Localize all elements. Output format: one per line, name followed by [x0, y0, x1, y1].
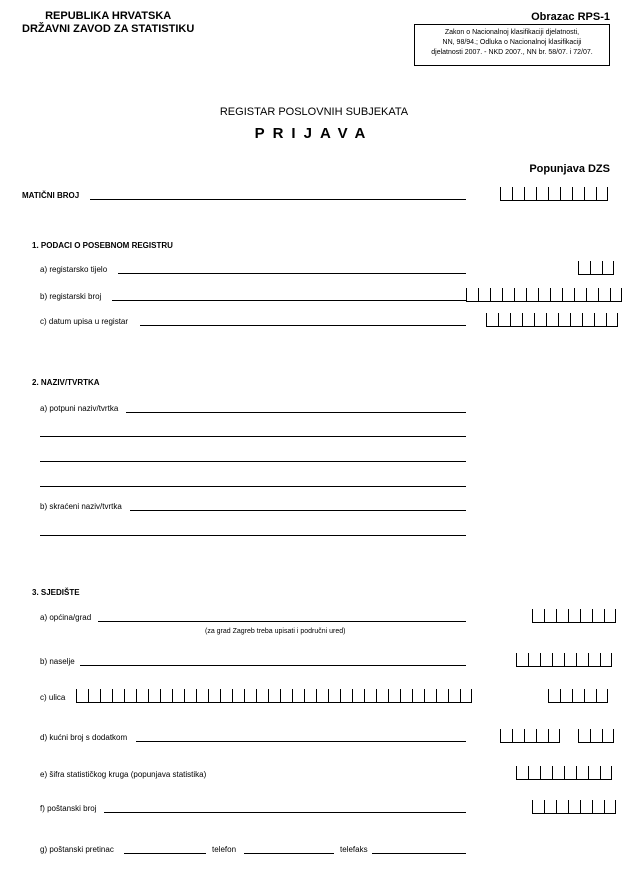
section3-heading: 3. SJEDIŠTE	[32, 588, 80, 597]
dzs-note: Popunjava DZS	[529, 163, 610, 175]
legal-line1: Zakon o Nacionalnoj klasifikaciji djelatnosti,	[444, 29, 580, 36]
naselje-boxes[interactable]	[516, 653, 612, 667]
registarski-broj-label: b) registarski broj	[40, 292, 102, 301]
org-name-line2: DRŽAVNI ZAVOD ZA STATISTIKU	[22, 23, 195, 35]
ulica-code-boxes[interactable]	[548, 689, 608, 703]
maticni-broj-line[interactable]	[90, 199, 466, 200]
datum-upisa-line[interactable]	[140, 325, 466, 326]
postanski-pretinac-label: g) poštanski pretinac	[40, 845, 114, 854]
telefaks-line[interactable]	[372, 853, 466, 854]
legal-line3: djelatnosti 2007. - NKD 2007., NN br. 58/07. i 72/07.	[431, 49, 593, 56]
sifra-kruga-label: e) šifra statističkog kruga (popunjava statistika)	[40, 770, 207, 779]
telefon-line[interactable]	[244, 853, 334, 854]
maticni-broj-label: MATIČNI BROJ	[22, 191, 80, 200]
zagreb-hint: (za grad Zagreb treba upisati i područni ured)	[205, 628, 346, 635]
section2-heading: 2. NAZIV/TVRTKA	[32, 378, 100, 387]
opcina-grad-line[interactable]	[98, 621, 466, 622]
org-name-line1: REPUBLIKA HRVATSKA	[45, 10, 172, 22]
telefaks-label: telefaks	[340, 845, 368, 854]
telefon-label: telefon	[212, 845, 237, 854]
form-title: PRIJAVA	[254, 125, 374, 142]
kucni-broj-label: d) kućni broj s dodatkom	[40, 733, 128, 742]
kucni-broj-line[interactable]	[136, 741, 466, 742]
naselje-label: b) naselje	[40, 657, 75, 666]
skraceni-naziv-line1[interactable]	[130, 510, 466, 511]
kucni-broj-boxes[interactable]	[500, 729, 560, 743]
potpuni-naziv-line1[interactable]	[126, 412, 466, 413]
postanski-broj-boxes[interactable]	[532, 800, 616, 814]
ulica-label: c) ulica	[40, 693, 66, 702]
datum-upisa-boxes[interactable]	[486, 313, 618, 327]
section1-heading: 1. PODACI O POSEBNOM REGISTRU	[32, 241, 173, 250]
organization-header	[22, 10, 194, 36]
registarski-broj-boxes[interactable]	[466, 288, 622, 302]
potpuni-naziv-line2[interactable]	[40, 436, 466, 437]
legal-line2: NN, 98/94.; Odluka o Nacionalnoj klasifikaciji	[442, 39, 582, 46]
opcina-grad-label: a) općina/grad	[40, 613, 92, 622]
naselje-line[interactable]	[80, 665, 466, 666]
datum-upisa-label: c) datum upisa u registar	[40, 317, 129, 326]
registarsko-tijelo-line[interactable]	[118, 273, 466, 274]
kucni-broj-dodatak-boxes[interactable]	[578, 729, 614, 743]
form-identifier: Obrazac RPS-1	[531, 11, 610, 23]
legal-basis-box	[414, 24, 610, 66]
registarsko-tijelo-boxes[interactable]	[578, 261, 614, 275]
registarski-broj-line[interactable]	[112, 300, 466, 301]
skraceni-naziv-label: b) skraćeni naziv/tvrtka	[40, 502, 122, 511]
postanski-broj-line[interactable]	[104, 812, 466, 813]
sifra-kruga-boxes[interactable]	[516, 766, 612, 780]
potpuni-naziv-line4[interactable]	[40, 486, 466, 487]
potpuni-naziv-line3[interactable]	[40, 461, 466, 462]
opcina-grad-boxes[interactable]	[532, 609, 616, 623]
register-title: REGISTAR POSLOVNIH SUBJEKATA	[219, 106, 409, 118]
maticni-broj-boxes[interactable]	[500, 187, 608, 201]
skraceni-naziv-line2[interactable]	[40, 535, 466, 536]
ulica-boxes[interactable]	[76, 689, 472, 703]
postanski-pretinac-line[interactable]	[124, 853, 206, 854]
potpuni-naziv-label: a) potpuni naziv/tvrtka	[40, 404, 119, 413]
postanski-broj-label: f) poštanski broj	[40, 804, 97, 813]
registarsko-tijelo-label: a) registarsko tijelo	[40, 265, 108, 274]
